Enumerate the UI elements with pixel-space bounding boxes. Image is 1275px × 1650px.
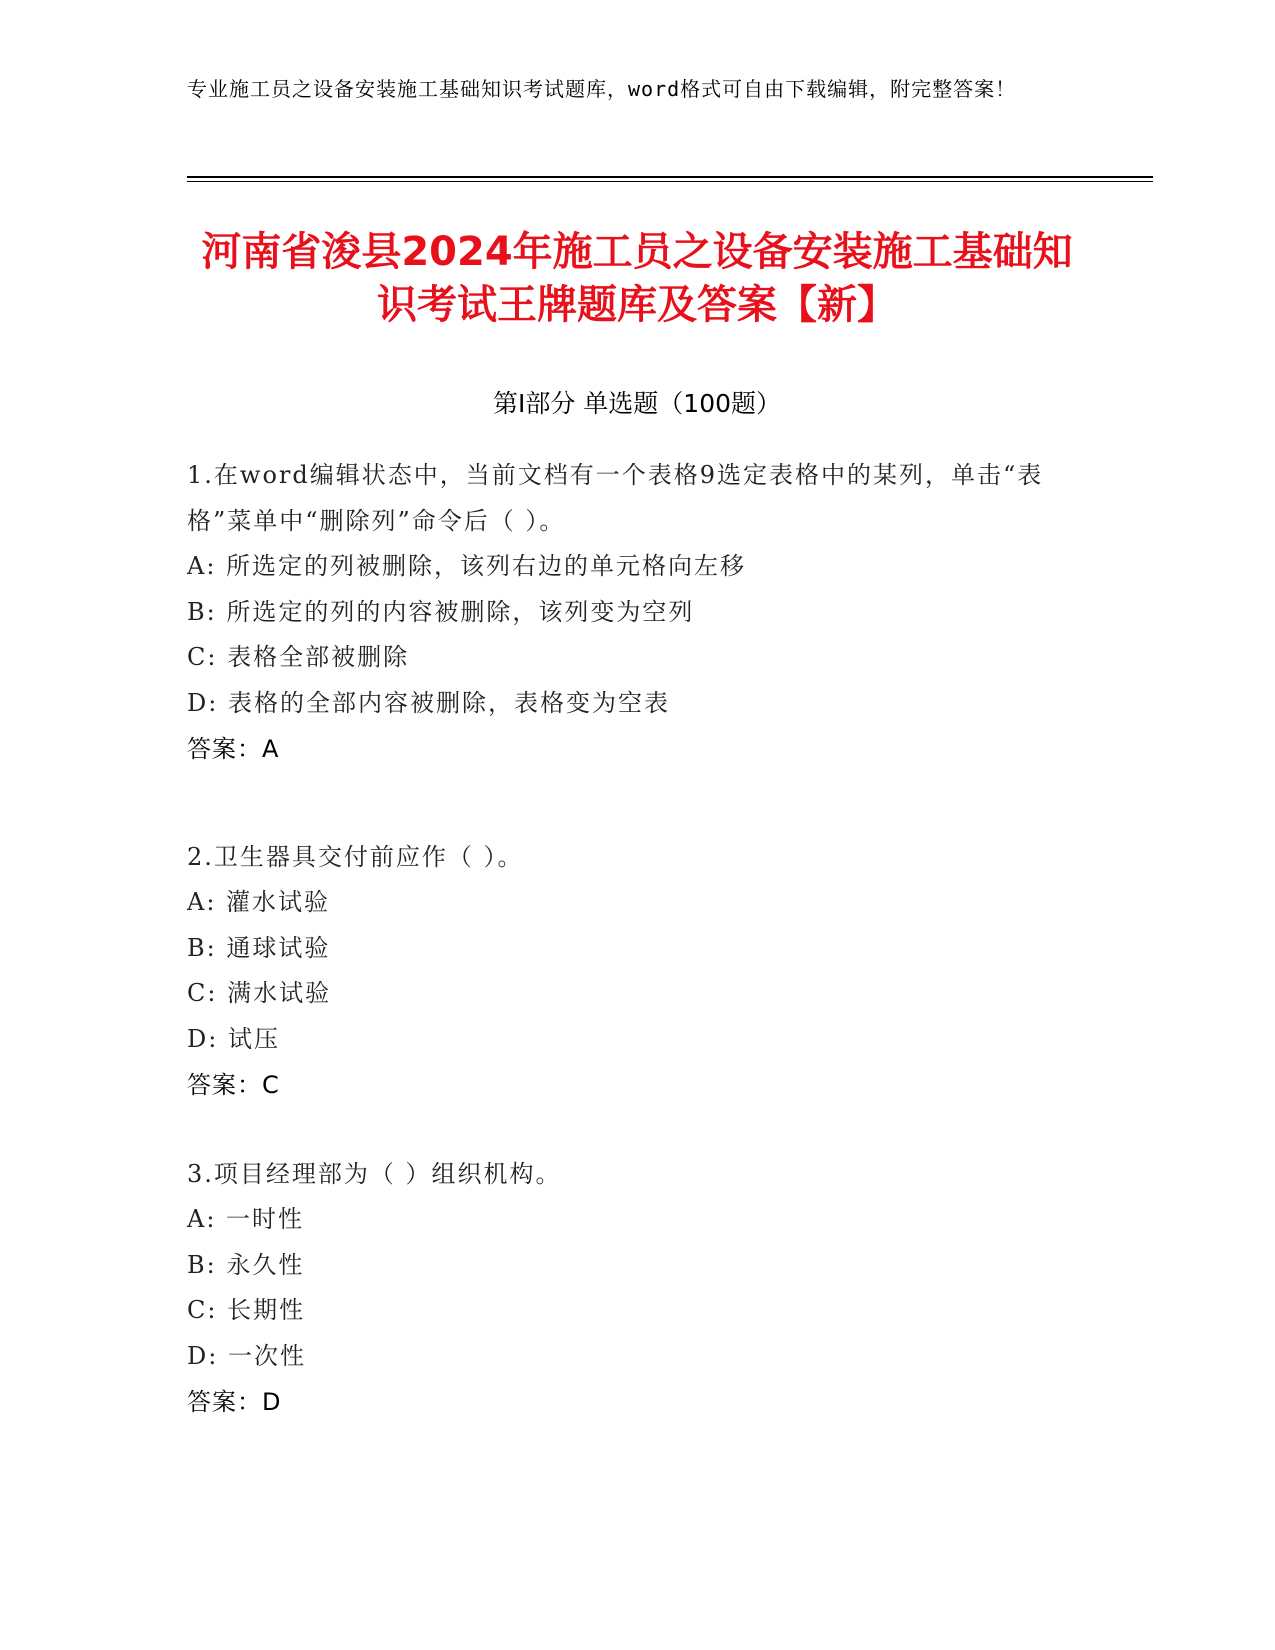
question-2 (187, 834, 1087, 1108)
header-divider-thick (187, 176, 1153, 178)
option-c: C: 表格全部被删除 (187, 643, 410, 671)
option-a: A: 灌水试验 (187, 888, 331, 916)
document-title: 河南省浚县2024年施工员之设备安装施工基础知识考试王牌题库及答案【新】 (201, 229, 1073, 328)
question-stem: 2.卫生器具交付前应作（ ）。 (187, 843, 524, 871)
answer-value: D (262, 1388, 281, 1416)
answer-value: C (262, 1071, 279, 1099)
option-c: C: 长期性 (187, 1296, 306, 1324)
answer-line (187, 726, 1087, 772)
option-d: D: 试压 (187, 1024, 280, 1053)
header-divider-thin (187, 181, 1153, 182)
answer-line (187, 1062, 1087, 1108)
answer-label: 答案： (187, 1071, 262, 1099)
option-a: A: 所选定的列被删除，该列右边的单元格向左移 (187, 552, 747, 580)
option-d: D: 表格的全部内容被删除，表格变为空表 (187, 688, 670, 717)
question-3 (187, 1151, 1087, 1425)
answer-value: A (262, 735, 279, 763)
question-stem: 1.在word编辑状态中，当前文档有一个表格9选定表格中的某列，单击“表格”菜单中“删除列”命令后（ ）。 (187, 461, 1044, 535)
answer-label: 答案： (187, 735, 262, 763)
question-stem: 3.项目经理部为（ ）组织机构。 (187, 1160, 562, 1188)
option-b: B: 通球试验 (187, 933, 331, 962)
answer-line (187, 1379, 1087, 1425)
option-a: A: 一时性 (187, 1205, 305, 1233)
option-d: D: 一次性 (187, 1341, 306, 1370)
option-b: B: 所选定的列的内容被删除，该列变为空列 (187, 597, 695, 626)
option-c: C: 满水试验 (187, 979, 332, 1007)
header-note: 专业施工员之设备安装施工基础知识考试题库，word格式可自由下载编辑，附完整答案！ (187, 77, 1017, 101)
section-heading: 第Ⅰ部分 单选题（100题） (492, 389, 782, 418)
answer-label: 答案： (187, 1388, 262, 1416)
question-1 (187, 452, 1087, 772)
option-b: B: 永久性 (187, 1250, 305, 1279)
